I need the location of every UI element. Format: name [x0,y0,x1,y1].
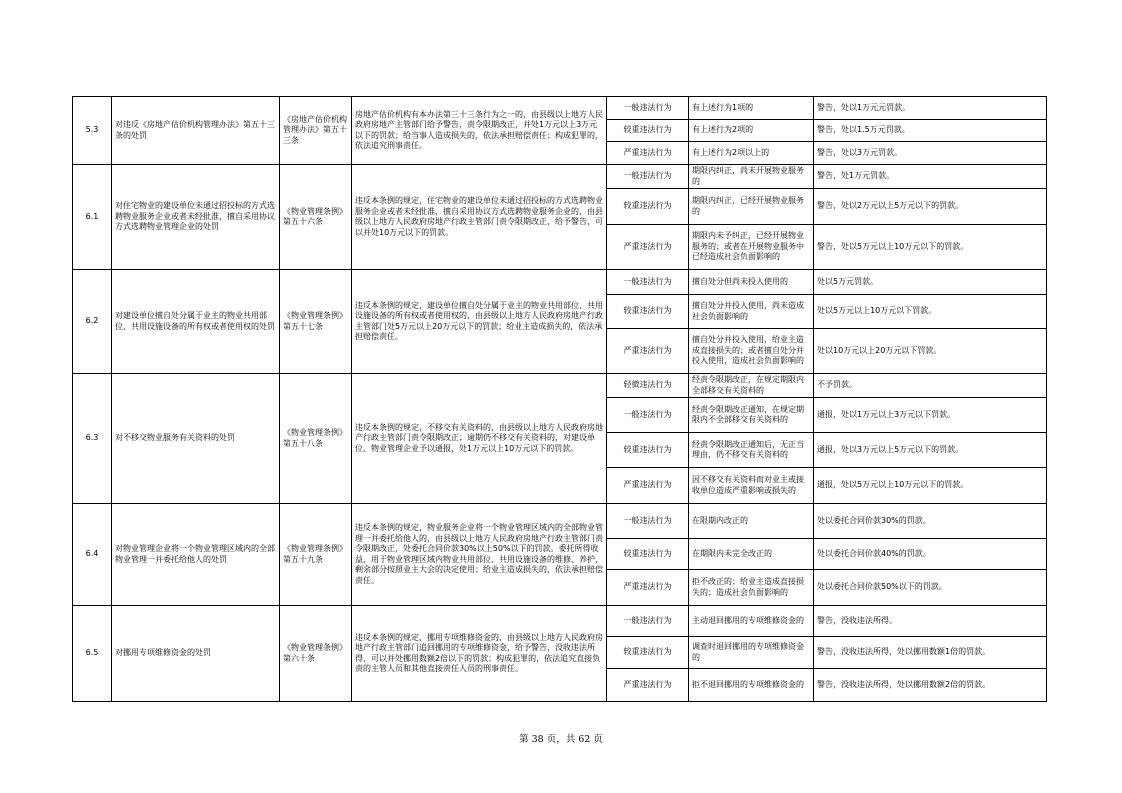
legal-clause: 违反本条例的规定，物业服务企业将一个物业管理区域内的全部物业管理一并委托给他人的，由县级以上地方人民政府房地产行政主管部门责令限期改正，处委托合同价款30%以上50%以下的罚款。委托所得收益，用于物业管理区域内物业共用部位、共用设施设备的维修、养护，剩余部分按照业主大会的决定使用；给业主造成损失的，依法承担赔偿责任。 [352,504,607,606]
violation-level: 较重违法行为 [607,295,689,329]
violation-level: 严重违法行为 [607,468,689,504]
legal-basis: 《物业管理条例》第五十八条 [280,374,352,504]
violation-level: 严重违法行为 [607,669,689,702]
legal-clause: 房地产估价机构有本办法第三十三条行为之一的，由县级以上地方人民政府房地产主管部门给予警告，责令限期改正，并处1万元以上3万元以下的罚款；给当事人造成损失的，依法承担赔偿责任；构成犯罪的，依法追究刑事责任。 [352,97,607,165]
violation-level: 严重违法行为 [607,142,689,165]
violation-situation: 擅自处分并投入使用，尚未造成社会负面影响的 [689,295,814,329]
page-number-footer: 第 38 页，共 62 页 [519,734,603,745]
item-number: 6.1 [73,165,112,270]
violation-situation: 期限内纠正，已经开展物业服务的 [689,189,814,225]
violation-situation: 主动退回挪用的专项维修资金的 [689,606,814,637]
legal-clause: 违反本条例的规定，建设单位擅自处分属于业主的物业共用部位、共用设施设备的所有权或者使用权的，由县级以上地方人民政府房地产行政主管部门处5万元以上20万元以下的罚款；给业主造成损失的，依法承担赔偿责任。 [352,270,607,374]
violation-level: 较重违法行为 [607,120,689,142]
penalty-standard: 处以委托合同价款30%的罚款。 [814,504,1047,539]
violation-level: 较重违法行为 [607,637,689,669]
penalty-standards-table [72,96,1047,702]
item-number: 6.4 [73,504,112,606]
penalty-standard: 警告，没收违法所得，处以挪用数额2倍的罚款。 [814,669,1047,702]
legal-basis: 《物业管理条例》第五十九条 [280,504,352,606]
penalty-standard: 处以10万元以上20万元以下罚款。 [814,329,1047,374]
penalty-standard: 处以委托合同价款40%的罚款。 [814,539,1047,570]
violation-situation: 擅自处分并投入使用，给业主造成直接损失的；或者擅自处分并投入使用，造成社会负面影响的 [689,329,814,374]
penalty-standard: 处以5万元罚款。 [814,270,1047,295]
penalty-standard: 警告，没收违法所得，处以挪用数额1倍的罚款。 [814,637,1047,669]
legal-basis: 《物业管理条例》第六十条 [280,606,352,702]
violation-level: 严重违法行为 [607,329,689,374]
table-row [73,165,1047,189]
violation-level: 严重违法行为 [607,570,689,606]
penalty-standard: 通报，处以5万元以上10万元以下的罚款。 [814,468,1047,504]
penalty-standard: 通报，处以3万元以上5万元以下的罚款。 [814,433,1047,468]
violation-situation: 经责令限期改正通知，在规定期限内不全部移交有关资料的 [689,398,814,433]
penalty-item: 对住宅物业的建设单位未通过招投标的方式选聘物业服务企业或者未经批准，擅自采用协议方式选聘物业管理企业的处罚 [112,165,280,270]
penalty-standard: 处以5万元以上10万元以下罚款。 [814,295,1047,329]
violation-situation: 擅自处分但尚未投入使用的 [689,270,814,295]
penalty-item: 对物业管理企业将一个物业管理区域内的全部物业管理一并委托给他人的处罚 [112,504,280,606]
violation-level: 较重违法行为 [607,189,689,225]
violation-situation: 经责令限期改正，在规定期限内全部移交有关资料的 [689,374,814,398]
item-number: 6.3 [73,374,112,504]
violation-situation: 因不移交有关资料而对业主或接收单位造成严重影响或损失的 [689,468,814,504]
table-row [73,374,1047,398]
penalty-standard: 警告，处以1万元元罚款。 [814,97,1047,120]
item-number: 5.3 [73,97,112,165]
violation-situation: 有上述行为2项的 [689,120,814,142]
table-row [73,504,1047,539]
penalty-standard: 通报，处以1万元以上3万元以下罚款。 [814,398,1047,433]
violation-level: 较重违法行为 [607,539,689,570]
violation-situation: 有上述行为2项以上的 [689,142,814,165]
penalty-item: 对违反《房地产估价机构管理办法》第五十三条的处罚 [112,97,280,165]
table-row [73,97,1047,120]
violation-situation: 期限内未予纠正，已经开展物业服务的；或者在开展物业服务中已经造成社会负面影响的 [689,225,814,270]
penalty-standard: 警告，处以3万元罚款。 [814,142,1047,165]
violation-situation: 期限内纠正，尚未开展物业服务的 [689,165,814,189]
penalty-standard: 警告，处1万元罚款。 [814,165,1047,189]
penalty-item: 对挪用专项维修资金的处罚 [112,606,280,702]
table-row [73,606,1047,637]
legal-clause: 违反本条例的规定，住宅物业的建设单位未通过招投标的方式选聘物业服务企业或者未经批准，擅自采用协议方式选聘物业服务企业的，由县级以上地方人民政府房地产行政主管部门责令限期改正，给予警告，可以并处10万元以下的罚款。 [352,165,607,270]
violation-level: 轻微违法行为 [607,374,689,398]
penalty-standard: 警告，没收违法所得。 [814,606,1047,637]
violation-situation: 拒不改正的；给业主造成直接损失的；造成社会负面影响的 [689,570,814,606]
penalty-standard: 警告，处以5万元以上10万元以下的罚款。 [814,225,1047,270]
penalty-item: 对不移交物业服务有关资料的处罚 [112,374,280,504]
violation-level: 一般违法行为 [607,97,689,120]
violation-situation: 拒不退回挪用的专项维修资金的 [689,669,814,702]
penalty-standard: 不予罚款。 [814,374,1047,398]
item-number: 6.2 [73,270,112,374]
legal-basis: 《物业管理条例》第五十七条 [280,270,352,374]
legal-basis: 《物业管理条例》第五十六条 [280,165,352,270]
violation-level: 一般违法行为 [607,606,689,637]
penalty-standard: 处以委托合同价款50%以下的罚款。 [814,570,1047,606]
violation-situation: 调查时退回挪用的专项维修资金的 [689,637,814,669]
violation-situation: 在限期内改正的 [689,504,814,539]
violation-situation: 经责令限期改正通知后，无正当理由，仍不移交有关资料的 [689,433,814,468]
violation-level: 一般违法行为 [607,165,689,189]
penalty-standard: 警告，处以2万元以上5万元以下的罚款。 [814,189,1047,225]
violation-situation: 在期限内未完全改正的 [689,539,814,570]
violation-level: 较重违法行为 [607,433,689,468]
table-row [73,270,1047,295]
violation-level: 一般违法行为 [607,504,689,539]
legal-clause: 违反本条例的规定，挪用专项维修资金的，由县级以上地方人民政府房地产行政主管部门追回挪用的专项维修资金，给予警告，没收违法所得，可以并处挪用数额2倍以下的罚款；构成犯罪的，依法追究直接负责的主管人员和其他直接责任人员的刑事责任。 [352,606,607,702]
item-number: 6.5 [73,606,112,702]
legal-basis: 《房地产估价机构管理办法》第五十三条 [280,97,352,165]
violation-level: 一般违法行为 [607,398,689,433]
violation-level: 严重违法行为 [607,225,689,270]
violation-level: 一般违法行为 [607,270,689,295]
penalty-item: 对建设单位擅自处分属于业主的物业共用部位、共用设施设备的所有权或者使用权的处罚 [112,270,280,374]
legal-clause: 违反本条例的规定，不移交有关资料的，由县级以上地方人民政府房地产行政主管部门责令限期改正；逾期仍不移交有关资料的，对建设单位、物业管理企业予以通报，处1万元以上10万元以下的罚款。 [352,374,607,504]
penalty-standard: 警告，处以1.5万元罚款。 [814,120,1047,142]
violation-situation: 有上述行为1项的 [689,97,814,120]
table-body [73,97,1047,702]
